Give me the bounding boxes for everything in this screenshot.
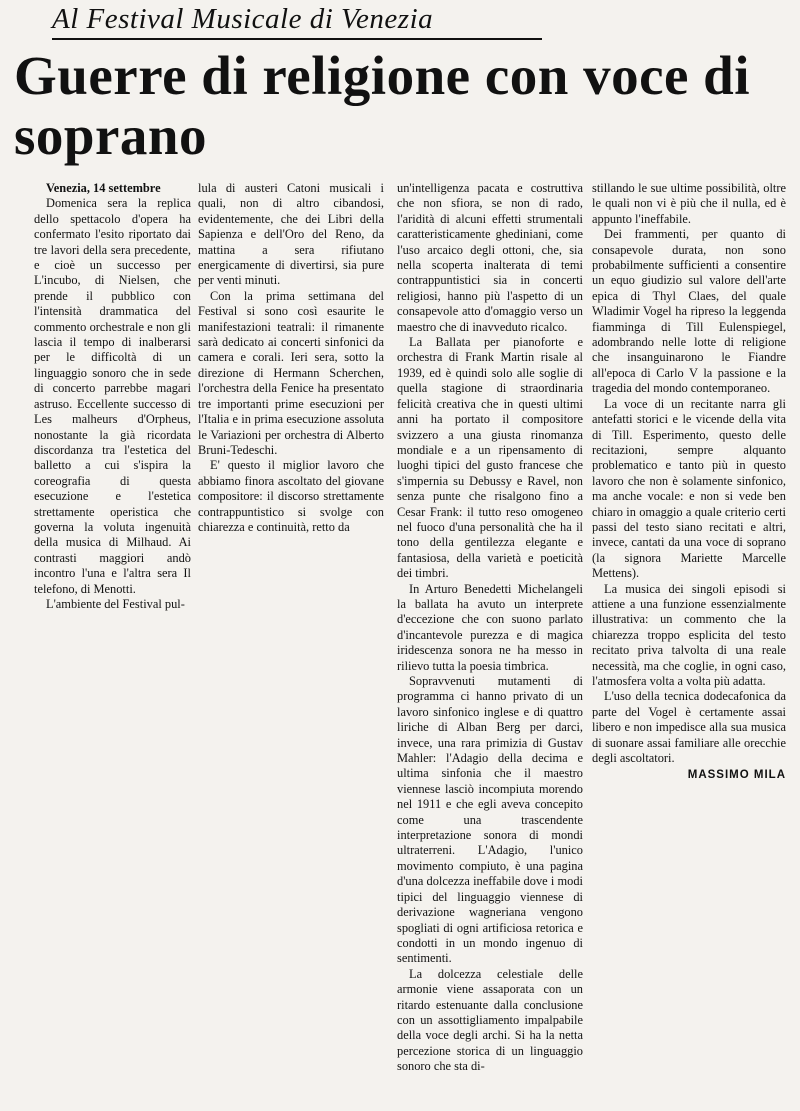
column-3 xyxy=(397,181,583,1075)
dateline: Venezia, 14 settembre xyxy=(46,181,161,195)
paragraph: un'intelligenza pacata e costruttiva che non sfiora, se non di rado, l'aridità di alcuni effetti strumentali caratteristicamente ghediniani, come l'uso arcaico degli ottoni, che, sia nella scoperta inalterata di temi contrappuntistici sia in concerti religiosi, hanno più l'aspetto di un consapevole atto d'omaggio verso un maestro che di inavveduto ricalco. xyxy=(397,181,583,334)
column-2 xyxy=(198,181,384,535)
byline: MASSIMO MILA xyxy=(687,769,786,782)
paragraph: lula di austeri Catoni musicali i quali, non di altro cibandosi, evidentemente, che dei Libri della Sapienza e dell'Oro del Reno, da mattina a sera rifiutano energicamente di divertirsi, sia pure per venti minuti. xyxy=(198,181,384,288)
paragraph: La voce di un recitante narra gli antefatti storici e le vicende della vita di Till. Esperimento, questo delle recitazioni, sempre alquanto problematico e tanto più in questo lavoro che non è solamente sinfonico, ma anche vocale: e non si vede ben chiaro in omaggio a quale criterio certi passi del testo siano recitati e altri, invece, cantati da una voce di soprano (la signora Mariette Marcelle Mettens). xyxy=(592,396,786,581)
paragraph: Con la prima settimana del Festival si sono così esaurite le manifestazioni teatrali: il rimanente sarà dedicato ai concerti sinfonici da camera e corali. Ieri sera, sotto la direzione di Hermann Scherchen, l'orchestra della Fenice ha presentato tre importanti prime esecuzioni per l'Italia e in prima esecuzione assoluta le Variazioni per orchestra di Alberto Bruni-Tedeschi. xyxy=(198,288,384,457)
paragraph: La Ballata per pianoforte e orchestra di Frank Martin risale al 1939, ed è quindi solo alle soglie di quella stagione di straordinaria felicità creativa che in questi ultimi anni ha portato il compositore svizzero a una giusta rinomanza mondiale e a un ripensamento di luoghi tipici del gusto francese che s'impernia su Debussy e Ravel, non senza punte che risalgono fino a Cesar Frank: il tutto reso omogeneo nel fuoco d'una personalità che ha il tono della gentilezza elegante e fantasiosa, della varietà e poeticità dei timbri. xyxy=(397,335,583,581)
headline: Guerre di religione con voce di soprano xyxy=(14,45,751,166)
column-1 xyxy=(34,181,191,612)
column-4 xyxy=(592,181,786,784)
paragraph: L'ambiente del Festival pul- xyxy=(46,596,185,611)
kicker: Al Festival Musicale di Venezia xyxy=(52,2,542,40)
paragraph: Domenica sera la replica dello spettacolo d'opera ha confermato l'esito riportato dai tre lavori della sera precedente, e cioè un successo per L'incubo, di Nielsen, che prende il pubblico con l'intensità drammatica del commento orchestrale e non gli lascia il tempo di inalberarsi per le difficoltà di un linguaggio sonoro che in sede di concerto parrebbe magari astruso. Eccellente successo di Les malheurs d'Orpheus, nonostante la già ricordata discordanza tra l'estetica del balletto a cui s'ispira la coreografia di questa esecuzione e l'estetica strettamente operistica che governa la voluta ingenuità della musica di Milhaud. Ai contrasti maggiori andò incontro l'una e l'altra sera Il telefono, di Menotti. xyxy=(34,196,191,596)
paragraph: La musica dei singoli episodi si attiene a una funzione essenzialmente illustrativa: un commento che la chiarezza troppo esplicita del testo recitato priva talvolta di una reale necessità, ma che coglie, in ogni caso, l'atmosfera volta a volta più adatta. xyxy=(592,581,786,688)
paragraph: In Arturo Benedetti Michelangeli la ballata ha avuto un interprete d'eccezione che con suono parlato d'incantevole purezza e di magica iridescenza sonora ne ha messo in rilievo tutta la poesia timbrica. xyxy=(397,581,583,673)
paragraph: L'uso della tecnica dodecafonica da parte del Vogel è certamente assai libero e non impedisce alla sua musica di suonare assai familiare alle orecchie degli ascoltatori. xyxy=(592,689,786,766)
paragraph: Dei frammenti, per quanto di consapevole durata, non sono probabilmente sufficienti a consentire un equo giudizio sul valore dell'arte epica di Thyl Claes, del quale Wladimir Vogel ha ripreso la leggenda fiamminga di Till Eulenspiegel, adombrando nelle lotte di religione che insanguinarono le Fiandre all'epoca di Carlo V la passione e la tragedia del mondo contemporaneo. xyxy=(592,227,786,396)
paragraph: stillando le sue ultime possibilità, oltre le quali non vi è più che il nulla, ed è appunto l'ineffabile. xyxy=(592,181,786,226)
paragraph: E' questo il miglior lavoro che abbiamo finora ascoltato del giovane compositore: il discorso strettamente contrappuntistico si svolge con chiarezza e continuità, retto da xyxy=(198,458,384,534)
paragraph: La dolcezza celestiale delle armonie viene assaporata con un ritardo estenuante dalla conclusione con un assottigliamento impalpabile della voce degli archi. Si ha la netta percezione storica di un linguaggio sonoro che sta di- xyxy=(397,966,583,1074)
paragraph: Sopravvenuti mutamenti di programma ci hanno privato di un lavoro sinfonico inglese e di quattro liriche di Alban Berg per darci, invece, una rara primizia di Gustav Mahler: l'Adagio della decima e ultima sinfonia che il maestro viennese lasciò incompiuta morendo nel 1911 e che egli aveva concepito come una trascendente interpretazione sonora di mondi ultraterreni. L'Adagio, l'unico movimento compiuto, è una pagina d'una dolcezza ineffabile dove i modi tipici del linguaggio viennese di derivazione wagneriana vengono spogliati di ogni artificiosa retorica e condotti in un mondo ingenuo di sentimenti. xyxy=(397,674,583,966)
